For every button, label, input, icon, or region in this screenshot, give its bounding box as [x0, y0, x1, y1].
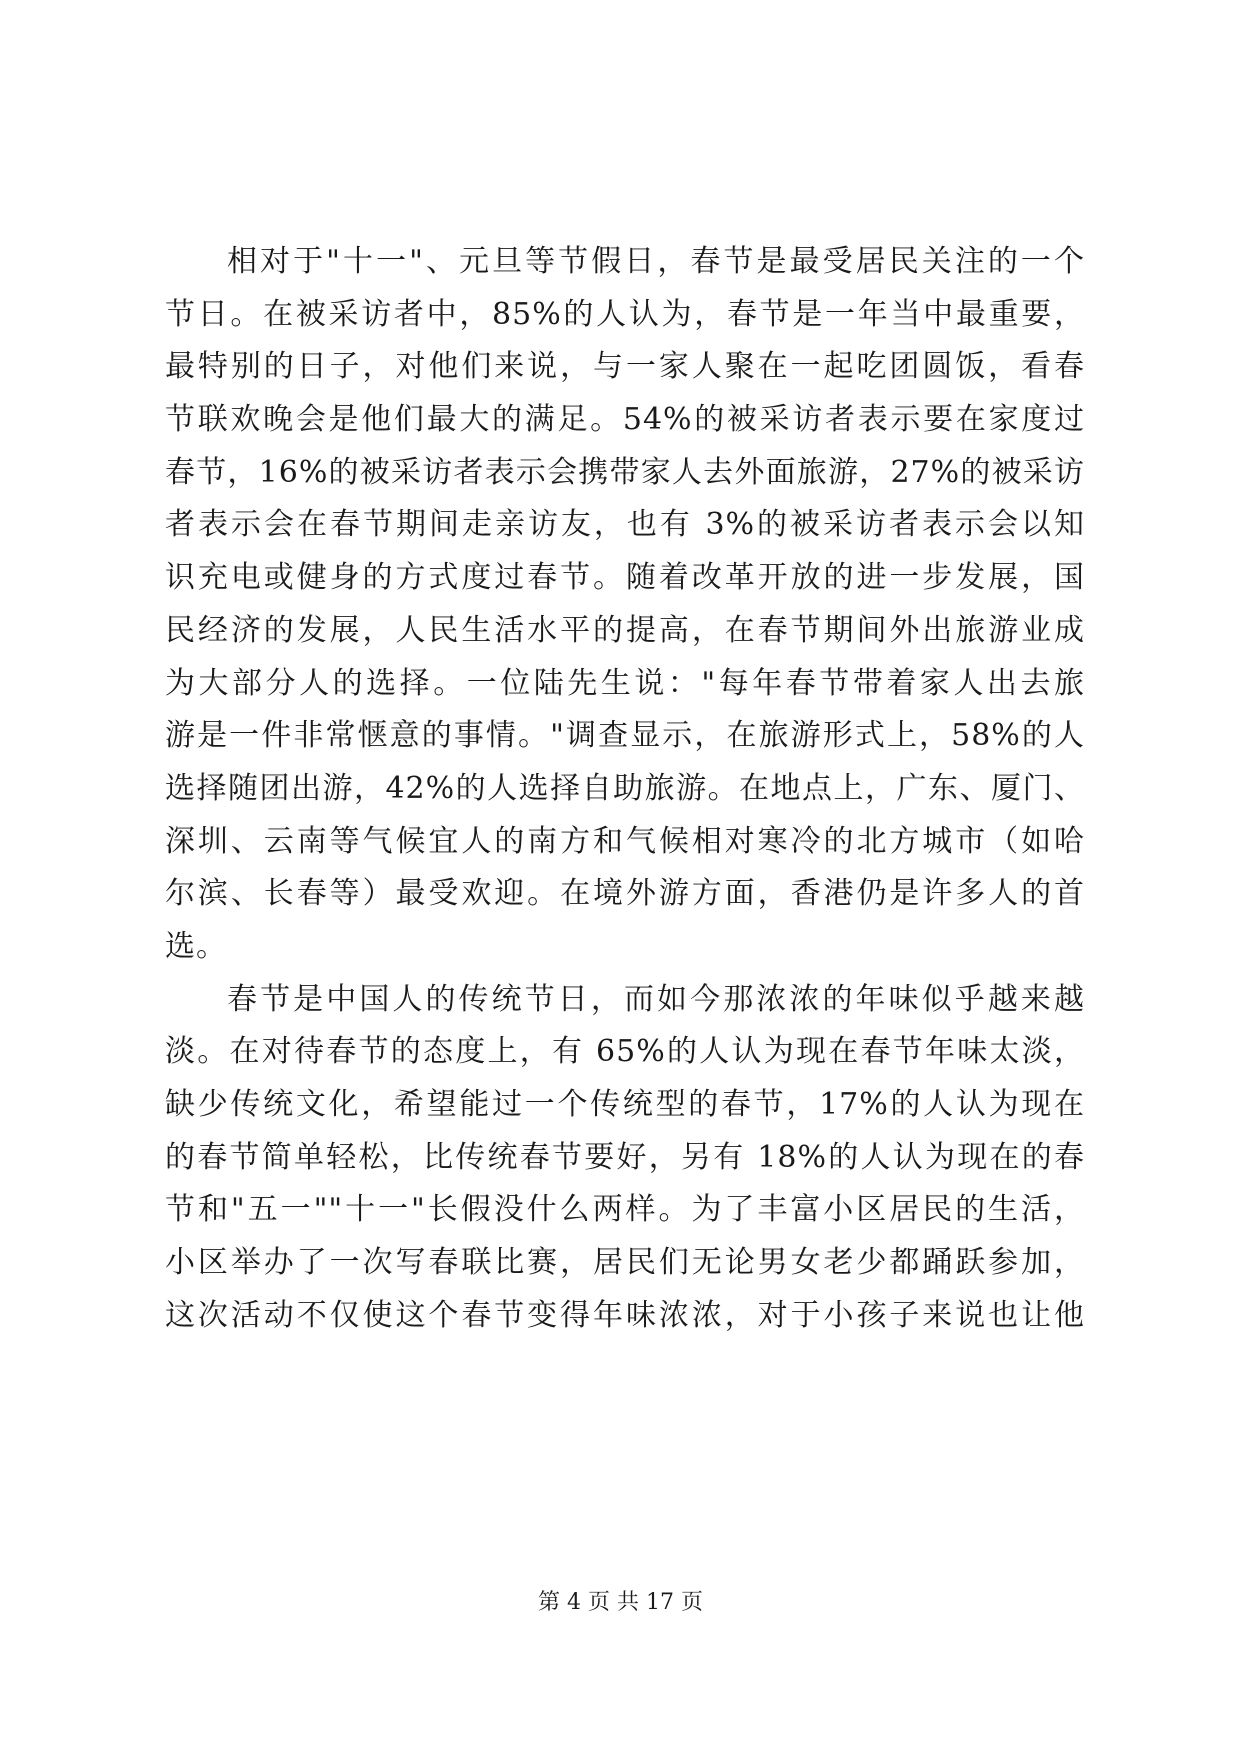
paragraph-1-line-13: 尔滨、长春等）最受欢迎。在境外游方面，香港仍是许多人的首: [165, 876, 1085, 912]
paragraph-2-line-3: 缺少传统文化，希望能过一个传统型的春节，17%的人认为现在: [165, 1087, 1085, 1122]
paragraph-1-line-2: 节日。在被采访者中，85%的人认为，春节是一年当中最重要，: [165, 296, 1085, 332]
paragraph-1-line-5: 春节，16%的被采访者表示会携带家人去外面旅游，27%的被采访: [165, 454, 1085, 490]
paragraph-1-line-12: 深圳、云南等气候宜人的南方和气候相对寒冷的北方城市（如哈: [165, 823, 1085, 859]
paragraph-2-line-1: 春节是中国人的传统节日，而如今那浓浓的年味似乎越来越: [227, 981, 1085, 1017]
body-text: [165, 236, 1085, 1342]
paragraph-2-line-7: 这次活动不仅使这个春节变得年味浓浓，对于小孩子来说也让他: [165, 1297, 1085, 1333]
paragraph-1-line-14: 选。: [165, 928, 227, 964]
paragraph-1-line-9: 为大部分人的选择。一位陆先生说："每年春节带着家人出去旅: [165, 665, 1085, 701]
paragraph-1-line-1: 相对于"十一"、元旦等节假日，春节是最受居民关注的一个: [227, 244, 1085, 279]
paragraph-2-line-6: 小区举办了一次写春联比赛，居民们无论男女老少都踊跃参加，: [165, 1245, 1085, 1281]
paragraph-2-line-2: 淡。在对待春节的态度上，有 65%的人认为现在春节年味太淡，: [165, 1034, 1085, 1070]
paragraph-2-line-5: 节和"五一""十一"长假没什么两样。为了丰富小区居民的生活，: [165, 1192, 1085, 1228]
paragraph-1-line-3: 最特别的日子，对他们来说，与一家人聚在一起吃团圆饭，看春: [165, 349, 1085, 385]
paragraph-1-line-10: 游是一件非常惬意的事情。"调查显示，在旅游形式上，58%的人: [165, 718, 1085, 754]
paragraph-1-line-8: 民经济的发展，人民生活水平的提高，在春节期间外出旅游业成: [165, 612, 1085, 648]
paragraph-1-line-4: 节联欢晚会是他们最大的满足。54%的被采访者表示要在家度过: [165, 402, 1085, 438]
paragraph-1-line-11: 选择随团出游，42%的人选择自助旅游。在地点上，广东、厦门、: [165, 770, 1085, 806]
paragraph-1-line-6: 者表示会在春节期间走亲访友，也有 3%的被采访者表示会以知: [165, 507, 1085, 543]
paragraph-1-line-7: 识充电或健身的方式度过春节。随着改革开放的进一步发展，国: [165, 560, 1085, 596]
page-footer: 第 4 页 共 17 页: [538, 1590, 703, 1615]
paragraph-2-line-4: 的春节简单轻松，比传统春节要好，另有 18%的人认为现在的春: [165, 1139, 1085, 1175]
